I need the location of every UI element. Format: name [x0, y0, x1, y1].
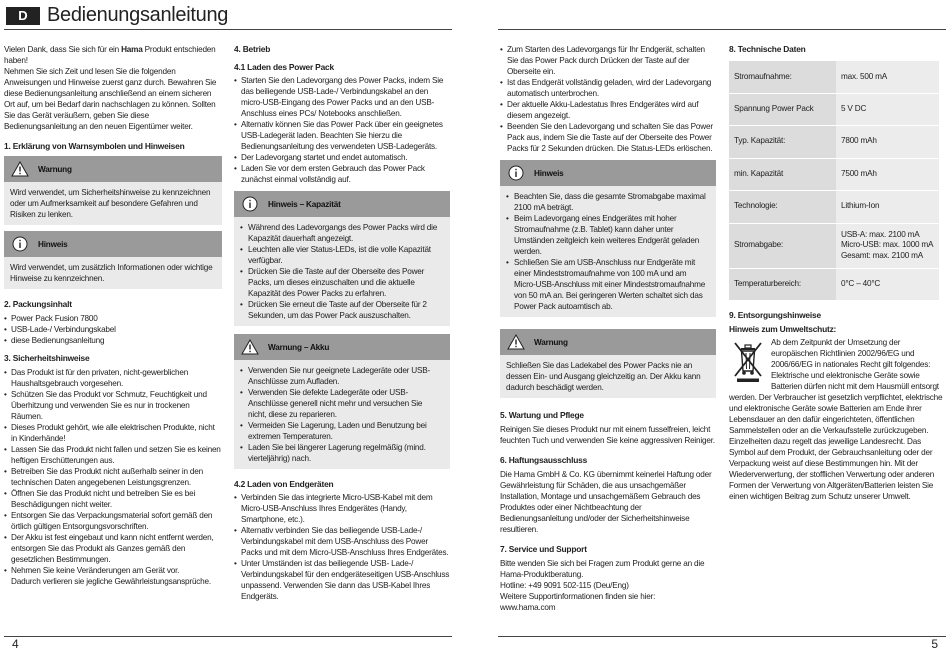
section-2-title: 2. Packungsinhalt — [4, 299, 72, 309]
language-badge: D — [6, 7, 40, 25]
list-item: • USB-Lade-/ Verbindungskabel — [4, 324, 222, 335]
list-item: • Nehmen Sie keine Veränderungen am Gerät vor. — [4, 565, 222, 576]
safety-tail-text: Dadurch verlieren sie jegliche Gewährleistungsansprüche. — [11, 577, 211, 586]
list-item: • Laden Sie bei längerer Lagerung regelmäßig (mind. vierteljährig) nach. — [240, 442, 442, 464]
crossed-bin-icon — [731, 339, 765, 383]
list-item: • Starten Sie den Ladevorgang des Power Packs, indem Sie das beiliegende USB-Lade-/ Verbindungskabel an den micro-USB-Eingang des Power Packs und an den USB-Anschluss eines PCs/ Notebooks anschließen. — [234, 75, 450, 119]
list-item: • diese Bedienungsanleitung — [4, 335, 222, 346]
battery-warning-box — [234, 334, 450, 469]
list-item: • Zum Starten des Ladevorgangs für Ihr Endgerät, schalten Sie das Power Pack durch Drücken der Taste auf der Oberseite ein. — [500, 44, 716, 77]
safety-list — [4, 367, 222, 576]
header-divider — [4, 29, 452, 30]
list-item: • Lassen Sie das Produkt nicht fallen und setzen Sie es keinen heftigen Erschütterungen aus. — [4, 444, 222, 466]
section-1-title: 1. Erklärung von Warnsymbolen und Hinweisen — [4, 141, 185, 151]
section-5-text: Reinigen Sie dieses Produkt nur mit einem fusselfreien, leicht feuchten Tuch und verwenden Sie keine aggressiven Reiniger. — [500, 425, 715, 445]
hint-2-list — [506, 191, 708, 312]
page-number: 5 — [931, 637, 938, 651]
disposal-block — [729, 337, 945, 502]
charging-list — [234, 75, 450, 185]
list-item: • Ist das Endgerät vollständig geladen, wird der Ladevorgang automatisch unterbrochen. — [500, 77, 716, 99]
hint-text: Wird verwendet, um zusätzlich Informationen oder wichtige Hinweise zu kennzeichnen. — [10, 263, 213, 283]
section-8-title: 8. Technische Daten — [729, 44, 806, 54]
capacity-hint-list — [240, 222, 442, 321]
list-item: • Während des Ladevorgangs des Power Packs wird die Kapazität dauerhaft angezeigt. — [240, 222, 442, 244]
section-6-text: Die Hama GmbH & Co. KG übernimmt keinerlei Haftung oder Gewährleistung für Schäden, die aus unsachgemäßer Installation, Montage und unsachgemäßem Gebrauch des Produktes oder einer Nichtbeachtung der Bedienungsanleitung und/oder der Sicherheitshinweise resultieren. — [500, 470, 712, 534]
list-item: • Verwenden Sie nur geeignete Ladegeräte oder USB-Anschlüsse zum Aufladen. — [240, 365, 442, 387]
list-item: • Verwenden Sie defekte Ladegeräte oder USB-Anschlüsse generell nicht mehr und versuchen Sie nicht, diese zu reparieren. — [240, 387, 442, 420]
disposal-text: Ab dem Zeitpunkt der Umsetzung der europäischen Richtlinien 2002/96/EG und 2006/66/EG in nationales Recht gilt folgendes: Elektrische und elektronische Geräte sowie Batterien dürfen nicht mit dem Hausmüll entsorgt werden. Der Verbraucher ist gesetzlich verpflichtet, elektrische und elektronische Geräte sowie Batterien am Ende ihrer Lebensdauer an den dafür eingerichteten, öffentlichen Sammelstellen oder an die Verkaufsstelle zurückzugeben. Einzelheiten dazu regelt das jeweilige Landesrecht. Das Symbol auf dem Produkt, der Gebrauchsanleitung oder der Verpackung weist auf diese Bestimmungen hin. Mit der Wiederverwertung, der stofflichen Verwertung oder anderen Formen der Verwertung von Altgeräten/Batterien leisten Sie einen wichtigen Beitrag zum Schutz unserer Umwelt. — [729, 337, 943, 501]
warning-triangle-icon — [506, 333, 526, 351]
right-col-2 — [729, 44, 945, 502]
list-item: • Der Akku ist fest eingebaut und kann nicht entfernt werden, entsorgen Sie das Produkt als Ganzes gemäß den gesetzlichen Bestimmungen. — [4, 532, 222, 565]
list-item: • Der Ladevorgang startet und endet automatisch. — [234, 152, 450, 163]
warning-box-2 — [500, 329, 716, 398]
list-item: • Alternativ können Sie das Power Pack über ein geeignetes USB-Ladegerät laden. Beachten Sie hierzu die Bedienungsanleitung des verwendeten USB-Ladegeräts. — [234, 119, 450, 152]
info-icon — [506, 164, 526, 182]
table-row: Technologie: Lithium-Ion — [729, 190, 939, 223]
warning-text: Wird verwendet, um Sicherheitshinweise zu kennzeichnen oder um Aufmerksamkeit auf besondere Gefahren und Risiken zu lenken. — [10, 188, 211, 219]
device-charging-list-cont — [500, 44, 716, 154]
warning-box — [4, 156, 222, 225]
list-item: • Vermeiden Sie Lagerung, Laden und Benutzung bei extremen Temperaturen. — [240, 420, 442, 442]
list-item: • Leuchten alle vier Status-LEDs, ist die volle Kapazität verfügbar. — [240, 244, 442, 266]
warning-triangle-icon — [10, 160, 30, 178]
table-row: Spannung Power Pack 5 V DC — [729, 93, 939, 125]
table-row: min. Kapazität 7500 mAh — [729, 158, 939, 190]
page-title: Bedienungsanleitung — [47, 4, 229, 26]
support-text: Bitte wenden Sie sich bei Fragen zum Produkt gerne an die Hama-Produktberatung. — [500, 559, 705, 579]
left-col-1 — [4, 44, 222, 587]
list-item: • Verbinden Sie das integrierte Micro-USB-Kabel mit dem Micro-USB-Anschluss Ihres Endgerätes (Handy, Smartphone, etc.). — [234, 492, 450, 525]
table-row: Temperaturbereich: 0°C – 40°C — [729, 268, 939, 300]
manual-header — [6, 4, 228, 27]
right-page — [475, 0, 950, 657]
support-hotline: Hotline: +49 9091 502-115 (Deu/Eng) — [500, 581, 629, 590]
header-divider — [498, 29, 946, 30]
list-item: • Beim Ladevorgang eines Endgerätes mit hoher Stromaufnahme (z.B. Tablet) kann daher unter Umständen zeitgleich kein weiteres Endgerät geladen werden. — [506, 213, 708, 257]
list-item: • Betreiben Sie das Produkt nicht außerhalb seiner in den technischen Daten angegebenen Leistungsgrenzen. — [4, 466, 222, 488]
brand-name: Hama — [121, 45, 143, 54]
footer-divider — [498, 636, 946, 637]
intro-text: Vielen Dank, dass Sie sich für ein Hama Produkt entschieden haben! Nehmen Sie sich Zeit und lesen Sie die folgenden Anweisungen und Hinweise zuerst ganz durch. Bewahren Sie diese Bedienungsanleitung anschließend an einem sicheren Ort auf, um bei Bedarf darin nachschlagen zu können. Sollten Sie das Gerät veräußern, geben Sie diese Bedienungsanleitung an den neuen Eigentümer weiter. — [4, 45, 217, 131]
list-item: • Beachten Sie, dass die gesamte Stromabgabe maximal 2100 mA beträgt. — [506, 191, 708, 213]
section-5-title: 5. Wartung und Pflege — [500, 410, 584, 420]
tech-data-table — [729, 61, 939, 301]
hint-title: Hinweis — [38, 239, 68, 249]
section-9-title: 9. Entsorgungshinweise — [729, 309, 821, 320]
table-row: Stromabgabe: USB-A: max. 2100 mA Micro-USB: max. 1000 mA Gesamt: max. 2100 mA — [729, 223, 939, 268]
environment-subtitle: Hinweis zum Umweltschutz: — [729, 323, 837, 334]
battery-warning-list — [240, 365, 442, 464]
capacity-hint-title: Hinweis – Kapazität — [268, 199, 341, 209]
info-icon — [10, 235, 30, 253]
list-item: • Das Produkt ist für den privaten, nicht-gewerblichen Haushaltsgebrauch vorgesehen. — [4, 367, 222, 389]
list-item: • Alternativ verbinden Sie das beiliegende USB-Lade-/ Verbindungskabel mit dem USB-Anschluss des Power Packs und mit dem Micro-USB-Anschluss Ihres Endgerätes. — [234, 525, 450, 558]
section-4-1-title: 4.1 Laden des Power Pack — [234, 62, 334, 72]
list-item: • Unter Umständen ist das beiliegende USB- Lade-/ Verbindungskabel für den endgeräteseitigen USB-Anschluss unpassend. Verwenden Sie dann das USB-Kabel Ihres Endgeräts. — [234, 558, 450, 602]
table-row: Typ. Kapazität: 7800 mAh — [729, 125, 939, 158]
support-more: Weitere Supportinformationen finden sie hier: — [500, 592, 656, 601]
list-item: • Power Pack Fusion 7800 — [4, 313, 222, 324]
right-col-1 — [500, 44, 716, 613]
warning-2-text: Schließen Sie das Ladekabel des Power Packs nie an dessen Ein- und Ausgang gleichzeitig an. Der Akku kann dadurch beschädigt werden. — [506, 361, 701, 392]
support-url-link[interactable]: www.hama.com — [500, 603, 556, 612]
list-item: • Öffnen Sie das Produkt nicht und betreiben Sie es bei Beschädigungen nicht weiter. — [4, 488, 222, 510]
list-item: • Schützen Sie das Produkt vor Schmutz, Feuchtigkeit und Überhitzung und verwenden Sie es nur in trockenen Räumen. — [4, 389, 222, 422]
warning-triangle-icon — [240, 338, 260, 356]
warning-2-title: Warnung — [534, 337, 568, 347]
list-item: • Beenden Sie den Ladevorgang und schalten Sie das Power Pack aus, indem Sie die Taste auf der Oberseite des Power Packs für 2 Sekunden drücken. Die Status-LEDs erlöschen. — [500, 121, 716, 154]
battery-warning-title: Warnung – Akku — [268, 342, 330, 352]
left-col-2 — [234, 44, 450, 602]
capacity-hint-box — [234, 191, 450, 326]
list-item: • Entsorgen Sie das Verpackungsmaterial sofort gemäß den örtlich gültigen Entsorgungsvorschriften. — [4, 510, 222, 532]
page-number: 4 — [12, 637, 19, 651]
list-item: • Drücken Sie erneut die Taste auf der Oberseite für 2 Sekunden, um das Power Pack auszuschalten. — [240, 299, 442, 321]
device-charging-list — [234, 492, 450, 602]
info-icon — [240, 195, 260, 213]
section-4-title: 4. Betrieb — [234, 44, 271, 54]
hint-2-title: Hinweis — [534, 168, 564, 178]
list-item: • Laden Sie vor dem ersten Gebrauch das Power Pack zunächst einmal vollständig auf. — [234, 163, 450, 185]
footer-divider — [4, 636, 452, 637]
list-item: • Der aktuelle Akku-Ladestatus Ihres Endgerätes wird auf diesem angezeigt. — [500, 99, 716, 121]
section-4-2-title: 4.2 Laden von Endgeräten — [234, 479, 334, 489]
section-3-title: 3. Sicherheitshinweise — [4, 353, 90, 363]
list-item: • Drücken Sie die Taste auf der Oberseite des Power Packs, um dieses einzuschalten und die aktuelle Kapazität des Power Packs zu erfahren. — [240, 266, 442, 299]
package-contents-list — [4, 313, 222, 346]
list-item: • Schließen Sie am USB-Anschluss nur Endgeräte mit einer Mindeststromaufnahme von 100 mA und am Micro-USB-Anschluss mit einer Mindeststromaufnahme von 50 mA an. Bei geringeren Werten schaltet sich das Power Pack autoamtisch ab. — [506, 257, 708, 312]
hint-box — [4, 231, 222, 289]
section-7-title: 7. Service und Support — [500, 544, 587, 554]
section-6-title: 6. Haftungsausschluss — [500, 455, 588, 465]
table-row: Stromaufnahme: max. 500 mA — [729, 61, 939, 93]
hint-box-2 — [500, 160, 716, 317]
warning-title: Warnung — [38, 164, 72, 174]
list-item: • Dieses Produkt gehört, wie alle elektrischen Produkte, nicht in Kinderhände! — [4, 422, 222, 444]
